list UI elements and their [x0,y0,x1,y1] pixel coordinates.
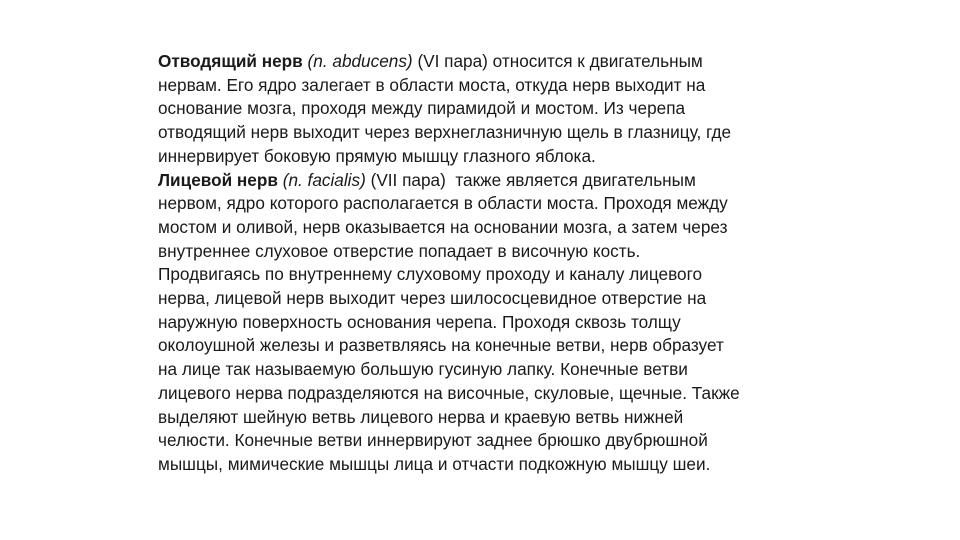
line-text: (VII пара) также является двигательным [370,169,696,190]
text-line [158,50,878,74]
term-facialis: Лицевой нерв [158,169,278,190]
text-line: мостом и оливой, нерв оказывается на основании мозга, а затем через [158,216,728,237]
text-line: нервом, ядро которого располагается в области моста. Проходя между [158,193,728,214]
text-line: на лице так называемую большую гусиную лапку. Конечные ветви [158,359,688,380]
text-line: мышцы, мимические мышцы лица и отчасти подкожную мышцу шеи. [158,453,711,474]
text-line [158,169,878,193]
text-line: выделяют шейную ветвь лицевого нерва и краевую ветвь нижней [158,406,684,427]
line-text: (VI пара) относится к двигательным [417,51,703,71]
latin-facialis: (n. facialis) [282,169,366,190]
term-abducens: Отводящий нерв [158,51,303,71]
text-line: лицевого нерва подразделяются на височные, скуловые, щечные. Также [158,382,740,403]
paragraph-facialis [158,169,878,477]
text-line: наружную поверхность основания черепа. Проходя сквозь толщу [158,311,681,332]
text-line: нерва, лицевой нерв выходит через шилососцевидное отверстие на [158,288,707,309]
text-line: отводящий нерв выходит через верхнеглазничную щель в глазницу, где [158,122,732,143]
text-line: челюсти. Конечные ветви иннервируют заднее брюшко двубрюшной [158,430,708,451]
text-line: нервам. Его ядро залегает в области моста, откуда нерв выходит на [158,74,706,95]
latin-abducens: (n. abducens) [307,51,413,71]
text-line: Продвигаясь по внутреннему слуховому проходу и каналу лицевого [158,264,703,285]
text-line: основание мозга, проходя между пирамидой и мостом. Из черепа [158,98,686,119]
text-line: околоушной железы и разветвляясь на конечные ветви, нерв образует [158,335,724,356]
paragraph-abducens [158,50,878,169]
text-line: внутреннее слуховое отверстие попадает в височную кость. [158,240,641,261]
text-line: иннервирует боковую прямую мышцу глазного яблока. [158,145,596,166]
text-block [158,50,878,477]
